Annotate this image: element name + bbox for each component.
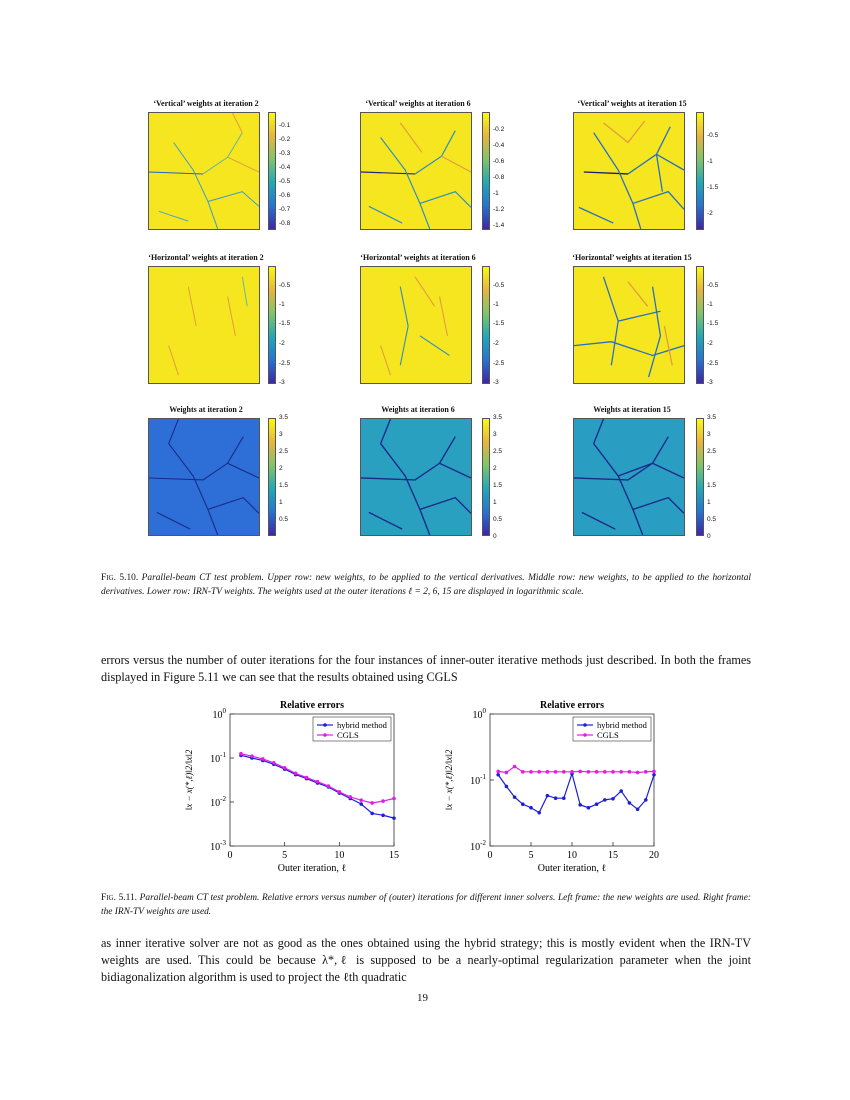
cbar-tick: 1.5 [279, 482, 289, 489]
figure-5-10-caption [101, 572, 751, 599]
data-point [603, 770, 607, 774]
data-point [578, 803, 582, 807]
data-point [505, 771, 509, 775]
cbar-tick: 3 [493, 431, 497, 438]
cbar-tick: -2.5 [279, 360, 291, 367]
cbar-tick: -2 [493, 340, 499, 347]
data-point [496, 770, 500, 774]
y-tick-label: $10^{-1}$ [210, 751, 226, 765]
y-tick-label: $10^{-3}$ [210, 839, 226, 853]
data-point [272, 761, 276, 765]
data-point [521, 770, 525, 774]
cbar-tick: 3 [279, 431, 283, 438]
cbar-tick: -0.7 [279, 206, 291, 213]
cbar-tick: -1.5 [707, 320, 719, 327]
cbar-tick: -2.5 [493, 360, 505, 367]
data-point [529, 806, 533, 810]
cbar-tick: 0 [493, 533, 497, 540]
colorbar-r3c3 [696, 418, 704, 536]
data-point [628, 801, 632, 805]
legend-label: hybrid method [597, 720, 647, 730]
y-tick-label: $10^{-2}$ [470, 839, 486, 853]
weight-map-vertical-iter15 [573, 112, 685, 230]
weight-map-irn-tv-iter15 [573, 418, 685, 536]
cbar-tick: -1.5 [493, 320, 505, 327]
data-point [505, 785, 509, 789]
x-tick-label: 0 [487, 850, 493, 861]
x-tick-label: 10 [567, 850, 577, 861]
colorbar-r1c2 [482, 112, 490, 230]
x-tick-label: 15 [608, 850, 618, 861]
cbar-tick: 3.5 [493, 414, 503, 421]
data-point [392, 797, 396, 801]
data-point [562, 770, 566, 774]
caption-text: Parallel-beam CT test problem. Relative errors versus number of (outer) iterations for different inner solvers. Left frame: the new weights are used. Right frame: the IRN-TV weights are used. [101, 893, 751, 917]
panel-title-r3c3: Weights at iteration 15 [593, 405, 671, 414]
x-tick-label: 5 [528, 850, 534, 861]
cbar-tick: -2 [707, 340, 713, 347]
weight-map-vertical-iter6 [360, 112, 472, 230]
cbar-tick: -1.4 [493, 222, 505, 229]
x-axis-label: Outer iteration, ℓ [537, 863, 607, 874]
legend-label: CGLS [337, 730, 359, 740]
data-point [529, 770, 533, 774]
caption-label: Fig. 5.11. [101, 893, 138, 903]
cbar-tick: -3 [279, 379, 285, 386]
data-point [370, 801, 374, 805]
cbar-tick: 2.5 [707, 448, 717, 455]
x-axis-label: Outer iteration, ℓ [277, 863, 347, 874]
cbar-tick: -1 [493, 190, 499, 197]
cbar-tick: 0.5 [279, 516, 289, 523]
y-axis-label: ‖x − x(*,ℓ)‖2/‖x‖2 [444, 749, 454, 811]
data-point [546, 794, 550, 798]
cbar-tick: 1 [707, 499, 711, 506]
data-point [521, 802, 525, 806]
x-tick-label: 5 [282, 850, 288, 861]
cbar-tick: -0.5 [707, 132, 719, 139]
data-point [652, 773, 656, 777]
cbar-tick: -1 [707, 301, 713, 308]
panel-title-r1c3: ‘Vertical’ weights at iteration 15 [577, 99, 687, 108]
colorbar-r3c2 [482, 418, 490, 536]
cbar-tick: 2 [707, 465, 711, 472]
legend-marker [583, 723, 587, 727]
x-tick-label: 10 [334, 850, 345, 861]
y-tick-label: $10^0$ [472, 707, 486, 721]
y-axis-label: ‖x − x(*,ℓ)‖2/‖x‖2 [184, 749, 194, 811]
legend-marker [583, 733, 587, 737]
cbar-tick: -0.6 [493, 158, 505, 165]
data-point [644, 798, 648, 802]
data-point [619, 789, 623, 793]
cbar-tick: 0.5 [707, 516, 717, 523]
weight-map-horizontal-iter15 [573, 266, 685, 384]
cbar-tick: -0.2 [493, 126, 505, 133]
colorbar-r2c3 [696, 266, 704, 384]
data-point [570, 770, 574, 774]
cbar-tick: -2 [707, 210, 713, 217]
data-point [283, 766, 287, 770]
data-point [348, 795, 352, 799]
data-point [595, 802, 599, 806]
body-paragraph-1: errors versus the number of outer iterations for the four instances of inner-outer iterative methods just described. In both the frames displayed in Figure 5.11 we can see that the results obtained using CGLS [101, 653, 751, 684]
legend-label: CGLS [597, 730, 619, 740]
data-point [562, 796, 566, 800]
cbar-tick: -0.4 [493, 142, 505, 149]
figure-5-11-caption [101, 892, 751, 919]
cbar-tick: 1 [279, 499, 283, 506]
page-number: 19 [417, 992, 428, 1004]
data-point [370, 812, 374, 816]
panel-title-r1c1: ‘Vertical’ weights at iteration 2 [153, 99, 259, 108]
data-point [554, 796, 558, 800]
cbar-tick: 1 [493, 499, 497, 506]
data-point [327, 784, 331, 788]
panel-title-r2c2: ‘Horizontal’ weights at iteration 6 [360, 253, 476, 262]
cbar-tick: -0.3 [279, 150, 291, 157]
weight-map-vertical-iter2 [148, 112, 260, 230]
data-point [595, 770, 599, 774]
chart-title: Relative errors [540, 700, 604, 711]
cbar-tick: -0.6 [279, 192, 291, 199]
cbar-tick: 3 [707, 431, 711, 438]
x-tick-label: 20 [649, 850, 659, 861]
cbar-tick: 0.5 [493, 516, 503, 523]
cbar-tick: -0.5 [493, 282, 505, 289]
cbar-tick: 3.5 [707, 414, 717, 421]
panel-title-r3c2: Weights at iteration 6 [381, 405, 455, 414]
cbar-tick: -1.5 [707, 184, 719, 191]
cbar-tick: 1.5 [707, 482, 717, 489]
caption-text: Parallel-beam CT test problem. Upper row: new weights, to be applied to the vertical derivatives. Middle row: new weights, to be applied to the horizontal derivatives. Lower row: IRN-TV weights. The weights used at the outer iterations ℓ = 2, 6, 15 are displayed in logarithmic scale. [101, 573, 751, 597]
cbar-tick: -0.8 [493, 174, 505, 181]
data-point [239, 752, 243, 756]
cbar-tick: -1 [493, 301, 499, 308]
relative-errors-chart-right [420, 694, 680, 874]
data-point [611, 770, 615, 774]
data-point [359, 802, 363, 806]
cbar-tick: -3 [707, 379, 713, 386]
data-point [261, 757, 265, 761]
data-point [392, 816, 396, 820]
x-tick-label: 0 [227, 850, 233, 861]
data-point [546, 770, 550, 774]
colorbar-r1c3 [696, 112, 704, 230]
legend-marker [323, 723, 327, 727]
cbar-tick: -1 [279, 301, 285, 308]
colorbar-r3c1 [268, 418, 276, 536]
cbar-tick: -1.2 [493, 206, 505, 213]
cbar-tick: -1.5 [279, 320, 291, 327]
cbar-tick: -2 [279, 340, 285, 347]
data-point [611, 797, 615, 801]
data-point [619, 770, 623, 774]
data-point [537, 811, 541, 815]
data-point [644, 770, 648, 774]
data-point [294, 771, 298, 775]
cbar-tick: 2.5 [279, 448, 289, 455]
colorbar-r1c1 [268, 112, 276, 230]
data-point [537, 770, 541, 774]
data-point [513, 795, 517, 799]
weight-map-horizontal-iter2 [148, 266, 260, 384]
data-point [338, 790, 342, 794]
data-point [636, 807, 640, 811]
data-point [636, 771, 640, 775]
data-point [587, 806, 591, 810]
panel-title-r3c1: Weights at iteration 2 [169, 405, 243, 414]
data-point [305, 776, 309, 780]
data-point [578, 770, 582, 774]
cbar-tick: -0.4 [279, 164, 291, 171]
colorbar-r2c1 [268, 266, 276, 384]
data-point [513, 765, 517, 769]
caption-label: Fig. 5.10. [101, 573, 139, 583]
cbar-tick: 2 [279, 465, 283, 472]
data-point [250, 754, 254, 758]
panel-title-r1c2: ‘Vertical’ weights at iteration 6 [365, 99, 471, 108]
data-point [628, 770, 632, 774]
data-point [496, 773, 500, 777]
data-point [587, 770, 591, 774]
panel-title-r2c3: ‘Horizontal’ weights at iteration 15 [572, 253, 692, 262]
cbar-tick: 2.5 [493, 448, 503, 455]
data-point [359, 798, 363, 802]
cbar-tick: -0.8 [279, 220, 291, 227]
x-tick-label: 15 [389, 850, 399, 861]
weight-map-irn-tv-iter6 [360, 418, 472, 536]
y-tick-label: $10^0$ [212, 707, 226, 721]
data-point [381, 813, 385, 817]
data-point [652, 770, 656, 774]
body-paragraph-2: as inner iterative solver are not as good as the ones obtained using the hybrid strategy; this is mostly evident when the IRN-TV weights are used. This could be because λ*,ℓ is supposed to be a nearly-optimal regularization parameter when the joint bidiagonalization algorithm is used to project the ℓth quadratic [101, 936, 751, 984]
cbar-tick: -2.5 [707, 360, 719, 367]
cbar-tick: 1.5 [493, 482, 503, 489]
cbar-tick: 0 [707, 533, 711, 540]
panel-title-r2c1: ‘Horizontal’ weights at iteration 2 [148, 253, 264, 262]
data-point [554, 770, 558, 774]
cbar-tick: -0.5 [279, 282, 291, 289]
relative-errors-chart-left [160, 694, 420, 874]
cbar-tick: -0.5 [707, 282, 719, 289]
legend-label: hybrid method [337, 720, 387, 730]
cbar-tick: -0.2 [279, 136, 291, 143]
data-point [381, 799, 385, 803]
weight-map-horizontal-iter6 [360, 266, 472, 384]
data-point [603, 798, 607, 802]
legend-marker [323, 733, 327, 737]
colorbar-r2c2 [482, 266, 490, 384]
cbar-tick: -0.5 [279, 178, 291, 185]
cbar-tick: 3.5 [279, 414, 289, 421]
y-tick-label: $10^{-1}$ [470, 773, 486, 787]
cbar-tick: -1 [707, 158, 713, 165]
cbar-tick: 2 [493, 465, 497, 472]
y-tick-label: $10^{-2}$ [210, 795, 226, 809]
data-point [316, 780, 320, 784]
weight-map-irn-tv-iter2 [148, 418, 260, 536]
cbar-tick: -0.1 [279, 122, 291, 129]
chart-title: Relative errors [280, 700, 344, 711]
cbar-tick: -3 [493, 379, 499, 386]
